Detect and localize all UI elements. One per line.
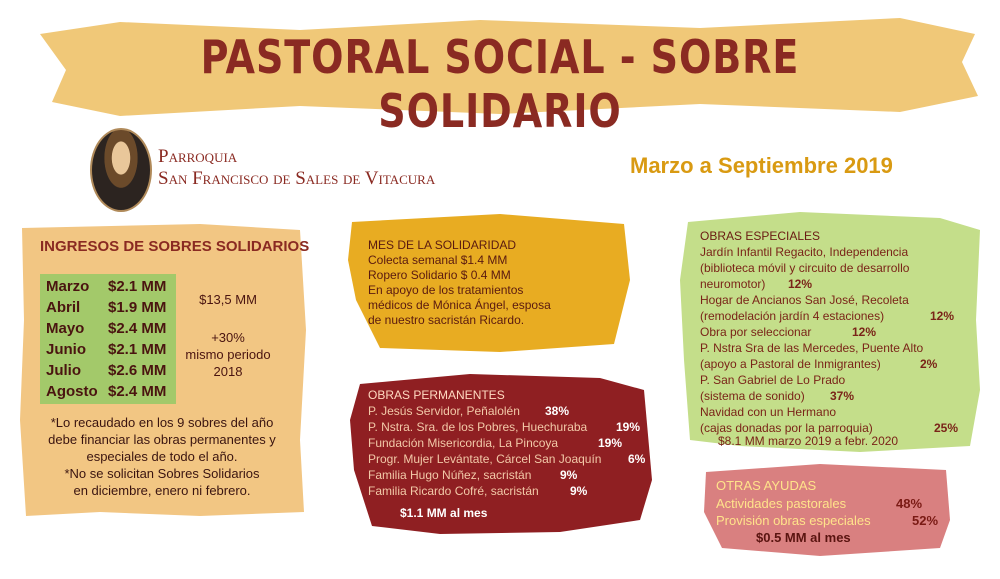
permanentes-pct: 38% bbox=[545, 404, 570, 418]
permanentes-item: P. Nstra. Sra. de los Pobres, Huechuraba bbox=[368, 420, 588, 434]
ingresos-note: debe financiar las obras permanentes y bbox=[48, 432, 276, 447]
especiales-line: (apoyo a Pastoral de Inmigrantes) bbox=[700, 357, 881, 371]
mes-line: En apoyo de los tratamientos bbox=[368, 283, 524, 297]
especiales-total: $8.1 MM marzo 2019 a febr. 2020 bbox=[718, 434, 899, 448]
month-amount: $2.1 MM bbox=[108, 278, 167, 295]
especiales-line: (cajas donadas por la parroquia) bbox=[700, 421, 873, 435]
mes-title: MES DE LA SOLIDARIDAD bbox=[368, 238, 517, 252]
otras-item: Actividades pastorales bbox=[716, 496, 847, 511]
growth-label: mismo periodo bbox=[185, 347, 271, 362]
permanentes-pct: 19% bbox=[598, 436, 623, 450]
month-label: Junio bbox=[46, 341, 86, 358]
permanentes-item: Familia Ricardo Cofré, sacristán bbox=[368, 484, 539, 498]
especiales-line: (remodelación jardín 4 estaciones) bbox=[700, 309, 885, 323]
permanentes-total: $1.1 MM al mes bbox=[400, 506, 488, 520]
growth-percent: +30% bbox=[211, 330, 245, 345]
ingresos-note: *No se solicitan Sobres Solidarios bbox=[64, 466, 260, 481]
especiales-line: Navidad con un Hermano bbox=[700, 405, 837, 419]
especiales-pct: 12% bbox=[788, 277, 813, 291]
month-amount: $2.4 MM bbox=[108, 320, 167, 337]
page-title: PASTORAL SOCIAL - SOBRE SOLIDARIO bbox=[200, 30, 800, 138]
especiales-pct: 12% bbox=[852, 325, 877, 339]
month-amount: $2.6 MM bbox=[108, 362, 167, 379]
month-label: Marzo bbox=[46, 278, 90, 295]
ingresos-total: $13,5 MM bbox=[199, 292, 257, 307]
permanentes-item: Fundación Misericordia, La Pincoya bbox=[368, 436, 559, 450]
month-table bbox=[40, 274, 176, 404]
parish-name: San Francisco de Sales de Vitacura bbox=[158, 168, 436, 189]
especiales-pct: 25% bbox=[934, 421, 959, 435]
growth-year: 2018 bbox=[213, 364, 243, 379]
permanentes-pct: 9% bbox=[570, 484, 588, 498]
mes-line: Colecta semanal $1.4 MM bbox=[368, 253, 508, 267]
especiales-line: (sistema de sonido) bbox=[700, 389, 805, 403]
ingresos-note: *Lo recaudado en los 9 sobres del año bbox=[50, 415, 274, 430]
date-range: Marzo a Septiembre 2019 bbox=[630, 153, 893, 178]
especiales-pct: 12% bbox=[930, 309, 955, 323]
permanentes-pct: 6% bbox=[628, 452, 646, 466]
ingresos-note: especiales de todo el año. bbox=[86, 449, 238, 464]
month-label: Abril bbox=[46, 299, 81, 316]
otras-pct: 48% bbox=[896, 496, 923, 511]
especiales-pct: 2% bbox=[920, 357, 938, 371]
month-amount: $1.9 MM bbox=[108, 299, 167, 316]
month-label: Mayo bbox=[46, 320, 85, 337]
permanentes-item: P. Jesús Servidor, Peñalolén bbox=[368, 404, 520, 418]
month-label: Agosto bbox=[46, 383, 98, 400]
otras-title: OTRAS AYUDAS bbox=[716, 478, 817, 493]
permanentes-pct: 19% bbox=[616, 420, 641, 434]
especiales-line: Hogar de Ancianos San José, Recoleta bbox=[700, 293, 909, 307]
month-amount: $2.1 MM bbox=[108, 341, 167, 358]
month-amount: $2.4 MM bbox=[108, 383, 167, 400]
especiales-title: OBRAS ESPECIALES bbox=[700, 229, 821, 243]
otras-pct: 52% bbox=[912, 513, 939, 528]
ingresos-note: en diciembre, enero ni febrero. bbox=[73, 483, 251, 498]
permanentes-item: Familia Hugo Núñez, sacristán bbox=[368, 468, 532, 482]
mes-line: médicos de Mónica Ángel, esposa bbox=[368, 298, 551, 312]
parish-label: Parroquia bbox=[158, 146, 238, 167]
otras-item: Provisión obras especiales bbox=[716, 513, 871, 528]
especiales-pct: 37% bbox=[830, 389, 855, 403]
especiales-line: neuromotor) bbox=[700, 277, 766, 291]
especiales-line: Jardín Infantil Regacito, Independencia bbox=[700, 245, 909, 259]
especiales-line: P. Nstra Sra de las Mercedes, Puente Alto bbox=[700, 341, 924, 355]
especiales-line: Obra por seleccionar bbox=[700, 325, 812, 339]
especiales-line: (biblioteca móvil y circuito de desarrollo bbox=[700, 261, 910, 275]
otras-total: $0.5 MM al mes bbox=[756, 530, 851, 545]
permanentes-title: OBRAS PERMANENTES bbox=[368, 388, 505, 402]
month-label: Julio bbox=[46, 362, 82, 379]
permanentes-item: Progr. Mujer Levántate, Cárcel San Joaquín bbox=[368, 452, 602, 466]
mes-line: de nuestro sacristán Ricardo. bbox=[368, 313, 525, 327]
especiales-line: P. San Gabriel de Lo Prado bbox=[700, 373, 846, 387]
saint-portrait bbox=[90, 128, 152, 212]
mes-line: Ropero Solidario $ 0.4 MM bbox=[368, 268, 511, 282]
permanentes-pct: 9% bbox=[560, 468, 578, 482]
ingresos-title: INGRESOS DE SOBRES SOLIDARIOS bbox=[40, 238, 310, 255]
